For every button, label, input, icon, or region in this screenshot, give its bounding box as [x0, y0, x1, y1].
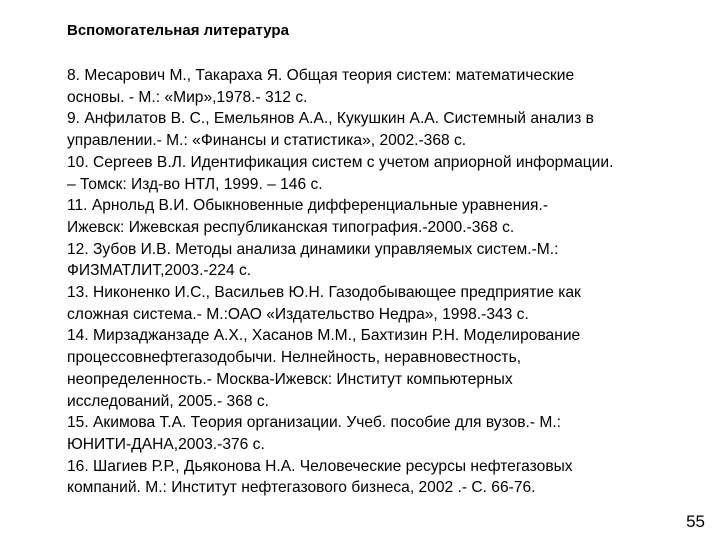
- reference-item-14: [67, 325, 687, 412]
- reference-item-8: [67, 65, 687, 108]
- reference-line: – Томск: Изд-во НТЛ, 1999. – 146 с.: [67, 175, 323, 193]
- reference-line: неопределенность.- Москва-Ижевск: Институт компьютерных: [67, 370, 513, 388]
- reference-item-9: [67, 108, 687, 151]
- page-number: 55: [686, 512, 705, 531]
- reference-item-13: [67, 282, 687, 325]
- reference-line: 14. Мирзаджанзаде А.Х., Хасанов М.М., Бахтизин Р.Н. Моделирование: [67, 327, 581, 345]
- reference-item-15: [67, 412, 687, 455]
- reference-line: ЮНИТИ-ДАНА,2003.-376 с.: [67, 435, 265, 453]
- reference-line: основы. - М.: «Мир»,1978.- 312 с.: [67, 88, 308, 106]
- reference-line: 13. Никоненко И.С., Васильев Ю.Н. Газодобывающее предприятие как: [67, 284, 581, 302]
- reference-item-12: [67, 239, 687, 282]
- reference-list: [67, 65, 687, 499]
- reference-line: 11. Арнольд В.И. Обыкновенные дифференциальные уравнения.-: [67, 197, 549, 215]
- reference-line: сложная система.- М.:ОАО «Издательство Недра», 1998.-343 с.: [67, 305, 529, 323]
- reference-line: 15. Акимова Т.А. Теория организации. Учеб. пособие для вузов.- М.:: [67, 414, 562, 432]
- page-heading: Вспомогательная литература: [67, 22, 289, 39]
- reference-line: Ижевск: Ижевская республиканская типография.-2000.-368 с.: [67, 218, 515, 236]
- reference-line: исследований, 2005.- 368 с.: [67, 392, 270, 410]
- reference-line: 9. Анфилатов В. С., Емельянов А.А., Кукушкин А.А. Системный анализ в: [67, 110, 594, 128]
- reference-item-10: [67, 152, 687, 195]
- reference-item-16: [67, 456, 687, 499]
- reference-line: компаний. М.: Институт нефтегазового бизнеса, 2002 .- С. 66-76.: [67, 479, 536, 497]
- reference-line: 8. Месарович М., Такараха Я. Общая теория систем: математические: [67, 67, 575, 84]
- reference-line: ФИЗМАТЛИТ,2003.-224 с.: [67, 262, 252, 280]
- reference-item-11: [67, 195, 687, 238]
- reference-line: 10. Сергеев В.Л. Идентификация систем с учетом априорной информации.: [67, 153, 614, 171]
- reference-line: 12. Зубов И.В. Методы анализа динамики управляемых систем.-М.:: [67, 240, 559, 258]
- reference-line: процессовнефтегазодобычи. Нелнейность, неравновестность,: [67, 349, 522, 367]
- reference-line: управлении.- М.: «Финансы и статистика», 2002.-368 с.: [67, 132, 467, 150]
- reference-line: 16. Шагиев Р.Р., Дьяконова Н.А. Человеческие ресурсы нефтегазовых: [67, 457, 573, 475]
